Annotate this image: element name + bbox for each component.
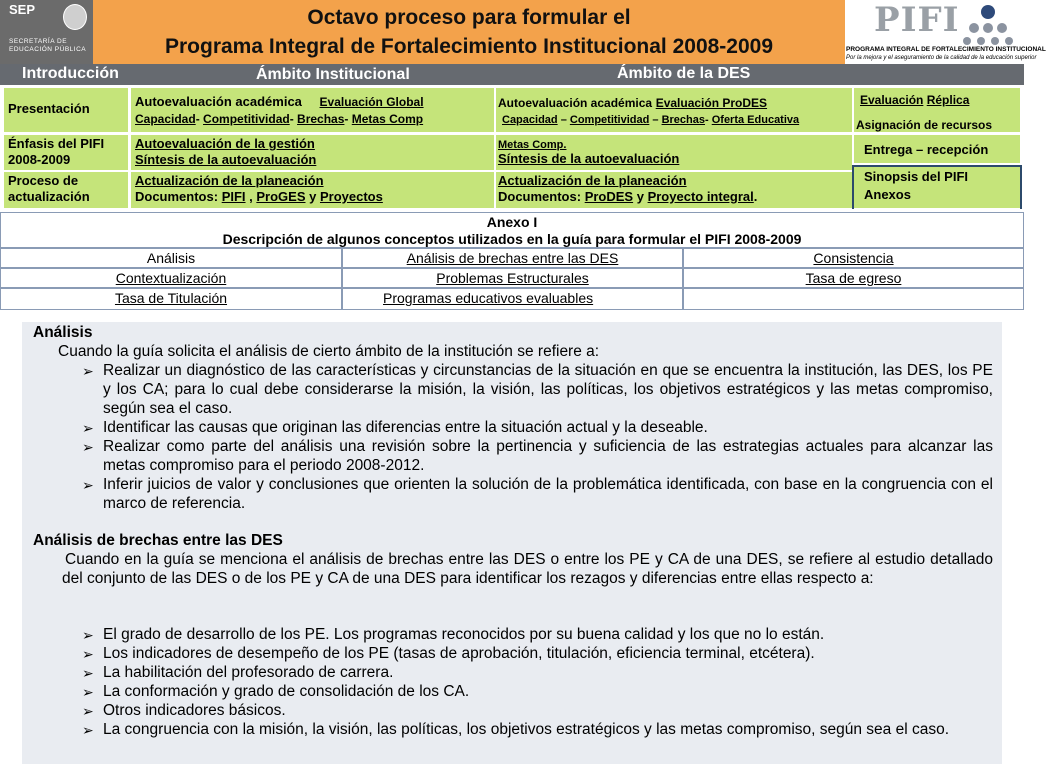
- brechas-bullet-4: La conformación y grado de consolidación de los CA.: [103, 683, 470, 700]
- pifi-caption: PROGRAMA INTEGRAL DE FORTALECIMIENTO INSTITUCIONAL: [846, 46, 1046, 53]
- link-proges[interactable]: ProGES: [256, 189, 306, 204]
- bullet-arrow-icon: ➢: [82, 703, 94, 719]
- annex-subtitle: Descripción de algunos conceptos utilizados en la guía para formular el PIFI 2008-2009: [222, 231, 802, 247]
- brechas-bullet-5: Otros indicadores básicos.: [103, 702, 286, 719]
- bullet-arrow-icon: ➢: [82, 646, 94, 662]
- brechas-intro: Cuando en la guía se menciona el análisis de brechas entre las DES o entre los PE y CA de una DES, se refiere al estudio detallado del conjunto de las DES o de los PE y CA de una DES para identificar los rezagos y diferencias entre ellas respecto a:: [62, 551, 993, 587]
- autoeval-academica-label: Autoevaluación académica: [135, 94, 302, 109]
- analisis-bullet-4: Inferir juicios de valor y conclusiones que orienten la solución de la problemática identificada, con base en la congruencia con el marco de referencia.: [103, 476, 993, 512]
- annex-link-brechas[interactable]: Análisis de brechas entre las DES: [342, 248, 683, 268]
- brechas-bullet-6: La congruencia con la misión, la visión, las políticas, los objetivos estratégicos y las metas compromiso, según sea el caso.: [103, 721, 950, 738]
- autoeval-academica-des-label: Autoevaluación académica: [498, 96, 653, 110]
- brechas-heading: Análisis de brechas entre las DES: [33, 532, 283, 549]
- annex-link-tasa-titulacion[interactable]: Tasa de Titulación: [0, 288, 342, 310]
- analisis-heading: Análisis: [33, 324, 93, 341]
- bullet-arrow-icon: ➢: [82, 477, 94, 493]
- grid-cell-gestion: [131, 135, 494, 170]
- grid-cell-entrega: [854, 135, 1020, 163]
- annex-link-tasa-egreso[interactable]: Tasa de egreso: [683, 268, 1024, 288]
- link-prodes[interactable]: ProDES: [584, 189, 634, 204]
- nav-band: [0, 64, 1024, 85]
- sep-logo: [0, 0, 93, 64]
- sep-subtitle: SECRETARÍA DE EDUCACIÓN PÚBLICA: [9, 38, 87, 53]
- link-capacidad[interactable]: Capacidad: [135, 112, 196, 126]
- brechas-bullet-3: La habilitación del profesorado de carrera.: [103, 664, 394, 681]
- link-anexos[interactable]: Anexos: [864, 187, 911, 202]
- brechas-bullet-1: El grado de desarrollo de los PE. Los programas reconocidos por su buena calidad y los que no lo están.: [103, 626, 825, 643]
- grid-cell-presentacion: [4, 88, 128, 132]
- grid-cell-evaluacion: [854, 88, 1020, 132]
- grid-cell-proceso: [4, 172, 128, 208]
- nav-introduccion[interactable]: Introducción: [22, 65, 119, 82]
- analisis-bullet-2: Identificar las causas que originan las diferencias entre la situación actual y la deseable.: [103, 419, 708, 436]
- annex-header: [0, 212, 1024, 248]
- header: [0, 0, 1046, 64]
- documentos-label-inst: Documentos:: [135, 189, 219, 204]
- link-autoeval-gestion[interactable]: Autoevaluación de la gestión: [135, 136, 315, 151]
- nav-ambito-des[interactable]: Ámbito de la DES: [617, 65, 751, 82]
- link-competitividad[interactable]: Competitividad: [203, 112, 290, 126]
- brechas-bullet-2: Los indicadores de desempeño de los PE (tasas de aprobación, titulación, eficiencia terminal, etcétera).: [103, 645, 815, 662]
- link-sintesis-autoeval-des[interactable]: Síntesis de la autoevaluación: [498, 151, 680, 166]
- page-title-line1: Octavo proceso para formular el: [307, 6, 631, 29]
- analisis-intro: Cuando la guía solicita el análisis de cierto ámbito de la institución se refiere a:: [58, 343, 600, 360]
- bullet-arrow-icon: ➢: [82, 684, 94, 700]
- link-evaluacion[interactable]: Evaluación: [860, 93, 924, 107]
- annex-link-problemas[interactable]: Problemas Estructurales: [342, 268, 683, 288]
- pifi-tagline: Por la mejora y el aseguramiento de la calidad de la educación superior: [846, 55, 1037, 61]
- sinopsis-frame: [852, 165, 1022, 209]
- link-competitividad-des[interactable]: Competitividad: [569, 114, 650, 126]
- pifi-logo: PIFI: [874, 0, 960, 40]
- annex-link-programas[interactable]: Programas educativos evaluables: [342, 288, 683, 310]
- link-metas-comp-des[interactable]: Metas Comp.: [498, 139, 567, 151]
- link-evaluacion-global[interactable]: Evaluación Global: [319, 95, 424, 109]
- bullet-arrow-icon: ➢: [82, 439, 94, 455]
- link-proyecto-integral[interactable]: Proyecto integral: [647, 189, 754, 204]
- conj-y-des: y: [636, 189, 644, 204]
- annex-title: Anexo I: [486, 214, 538, 230]
- annex-empty-cell: [683, 288, 1024, 310]
- page-title-line2: Programa Integral de Fortalecimiento Institucional 2008-2009: [164, 35, 774, 58]
- link-entrega-recepcion[interactable]: Entrega – recepción: [864, 142, 989, 157]
- link-pifi[interactable]: PIFI: [221, 189, 246, 204]
- link-actualizacion-planeacion-des[interactable]: Actualización de la planeación: [498, 173, 687, 188]
- grid-cell-autoeval-des: Autoevaluación académica Evaluación ProDES Capacidad – Competitividad – Brechas- Oferta Educativa: [496, 88, 852, 132]
- link-enfasis[interactable]: Énfasis del PIFI 2008-2009: [8, 136, 105, 167]
- conj-y-inst: y: [309, 189, 317, 204]
- link-metas-comp[interactable]: Metas Comp: [351, 112, 424, 126]
- nav-ambito-institucional[interactable]: Ámbito Institucional: [256, 66, 410, 83]
- annex-link-analisis[interactable]: Análisis: [0, 248, 342, 268]
- link-presentacion[interactable]: Presentación: [8, 101, 90, 116]
- annex-table: [0, 212, 1024, 312]
- grid-cell-planeacion-des: Actualización de la planeación Documentos: ProDES y Proyecto integral.: [496, 172, 852, 208]
- pifi-dots-icon: [958, 4, 1018, 46]
- grid-cell-metas-des: [496, 135, 852, 170]
- grid-cell-enfasis: [4, 135, 128, 170]
- link-sintesis-autoeval-inst[interactable]: Síntesis de la autoevaluación: [135, 152, 317, 167]
- link-evaluacion-prodes[interactable]: Evaluación ProDES: [655, 96, 768, 110]
- annex-link-consistencia[interactable]: Consistencia: [683, 248, 1024, 268]
- link-replica[interactable]: Réplica: [926, 93, 970, 107]
- bullet-arrow-icon: ➢: [82, 627, 94, 643]
- link-proyectos[interactable]: Proyectos: [319, 189, 383, 204]
- link-capacidad-des[interactable]: Capacidad: [502, 114, 558, 126]
- link-proceso-actualizacion[interactable]: Proceso de actualización: [8, 173, 90, 204]
- bullet-arrow-icon: ➢: [82, 722, 94, 738]
- bullet-arrow-icon: ➢: [82, 420, 94, 436]
- analisis-bullet-3: Realizar como parte del análisis una revisión sobre la pertinencia y suficiencia de las estrategias actuales para alcanzar las metas compromiso para el periodo 2008-2012.: [103, 438, 993, 474]
- grid-cell-autoeval-inst: Autoevaluación académica Evaluación Global Capacidad- Competitividad- Brechas- Metas Comp: [131, 88, 494, 132]
- link-brechas-des[interactable]: Brechas: [661, 114, 705, 126]
- link-asignacion-recursos[interactable]: Asignación de recursos: [856, 118, 993, 132]
- documentos-label-des: Documentos:: [498, 189, 582, 204]
- link-sinopsis[interactable]: Sinopsis del PIFI: [864, 169, 969, 184]
- link-oferta-educativa[interactable]: Oferta Educativa: [711, 114, 800, 126]
- link-actualizacion-planeacion-inst[interactable]: Actualización de la planeación: [135, 173, 324, 188]
- bullet-arrow-icon: ➢: [82, 665, 94, 681]
- process-grid: [0, 85, 1024, 212]
- analisis-bullet-1: Realizar un diagnóstico de las características y circunstancias de la situación en que se encuentra la institución, las DES, los PE y los CA; para lo cual debe considerarse la misión, la visión, las políticas, los objetivos estratégicos y las metas compromiso, según sea el caso.: [103, 362, 993, 417]
- sep-wordmark: SEP: [9, 2, 36, 17]
- bullet-arrow-icon: ➢: [82, 363, 94, 379]
- annex-link-contextualizacion[interactable]: Contextualización: [0, 268, 342, 288]
- coat-of-arms-icon: [63, 4, 87, 30]
- grid-cell-planeacion-inst: Actualización de la planeación Documentos: PIFI , ProGES y Proyectos: [131, 172, 494, 208]
- link-brechas[interactable]: Brechas: [297, 112, 345, 126]
